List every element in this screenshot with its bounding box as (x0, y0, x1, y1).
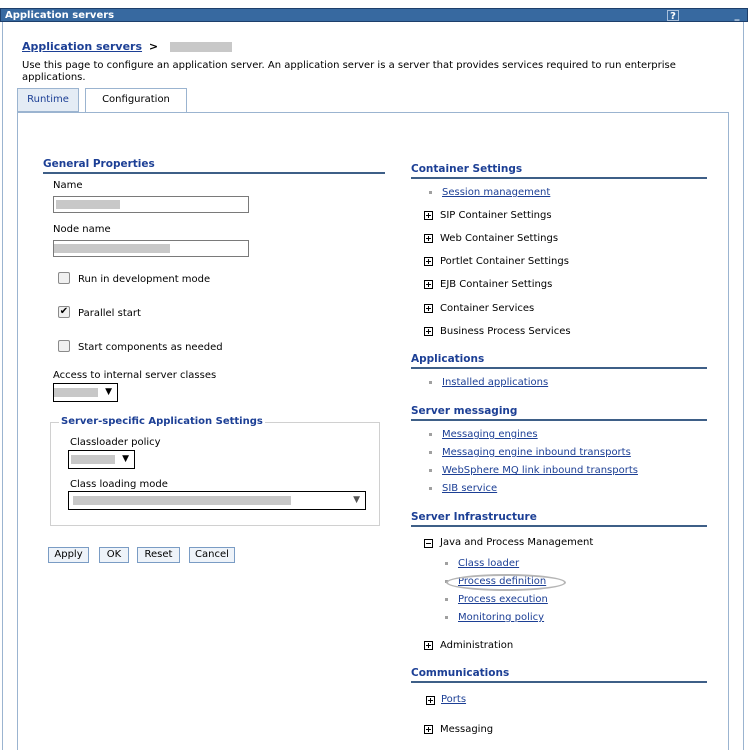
dev-mode-label: Run in development mode (78, 274, 211, 285)
access-internal-label: Access to internal server classes (53, 370, 217, 381)
section-rule (411, 367, 707, 369)
session-management-link[interactable]: Session management (442, 187, 551, 198)
ejb-container-item[interactable]: EJB Container Settings (440, 279, 553, 290)
checkmark-icon: ✔ (59, 306, 69, 317)
name-field[interactable] (53, 196, 249, 213)
class-loader-link[interactable]: Class loader (458, 558, 520, 569)
tab-runtime[interactable]: Runtime (17, 88, 79, 112)
process-execution-link[interactable]: Process execution (458, 594, 548, 605)
section-rule (411, 419, 707, 421)
tab-configuration[interactable]: Configuration (85, 88, 187, 113)
breadcrumb (22, 40, 232, 53)
redacted-mode-value (73, 496, 291, 505)
parallel-start-label: Parallel start (78, 308, 141, 319)
messaging-item[interactable]: Messaging (440, 724, 494, 735)
container-services-item[interactable]: Container Services (440, 303, 535, 314)
expand-icon[interactable] (424, 304, 433, 313)
redacted-name-value (56, 200, 120, 209)
monitoring-policy-link[interactable]: Monitoring policy (458, 612, 545, 623)
section-rule (43, 172, 385, 174)
help-button[interactable]: ? (667, 10, 679, 21)
page-description: Use this page to configure an application server. An application server is a server that provides services required to run enterprise applications. (22, 60, 676, 83)
classloader-policy-label: Classloader policy (70, 437, 161, 448)
communications-heading (411, 667, 509, 679)
highlight-oval (446, 574, 566, 591)
bullet-icon (429, 469, 432, 472)
expand-icon[interactable] (424, 641, 433, 650)
bullet-icon (445, 616, 448, 619)
name-label: Name (53, 180, 83, 191)
list-item (429, 465, 638, 476)
server-infrastructure-heading (411, 511, 537, 523)
list-item (445, 558, 519, 569)
messaging-engines-link[interactable]: Messaging engines (442, 429, 538, 440)
expand-icon[interactable] (424, 280, 433, 289)
list-item (429, 187, 550, 198)
reset-button[interactable]: Reset (137, 547, 180, 563)
general-properties-title: General Properties (43, 158, 155, 170)
classloader-policy-select[interactable] (68, 450, 135, 469)
server-messaging-title: Server messaging (411, 405, 518, 417)
applications-heading (411, 353, 484, 365)
node-name-label: Node name (53, 224, 111, 235)
ports-link[interactable]: Ports (441, 694, 467, 705)
list-item (429, 447, 631, 458)
bullet-icon (445, 562, 448, 565)
container-settings-title: Container Settings (411, 163, 523, 175)
class-loading-mode-label: Class loading mode (70, 479, 168, 490)
container-settings-heading (411, 163, 522, 175)
redacted-node-value (54, 244, 170, 253)
web-container-item[interactable]: Web Container Settings (440, 233, 559, 244)
expand-icon[interactable] (426, 696, 435, 705)
websphere-mq-link[interactable]: WebSphere MQ link inbound transports (442, 465, 638, 476)
bullet-icon (429, 191, 432, 194)
messaging-inbound-link[interactable]: Messaging engine inbound transports (442, 447, 631, 458)
section-rule (411, 681, 707, 683)
list-item (429, 483, 497, 494)
bullet-icon (429, 433, 432, 436)
bullet-icon (429, 487, 432, 490)
server-specific-legend: Server-specific Application Settings (61, 416, 263, 427)
server-infrastructure-title: Server Infrastructure (411, 511, 537, 523)
breadcrumb-separator: > (148, 40, 159, 53)
cancel-button[interactable]: Cancel (189, 547, 235, 563)
list-item (445, 594, 548, 605)
apply-button[interactable]: Apply (48, 547, 89, 563)
section-rule (411, 177, 707, 179)
sip-container-item[interactable]: SIP Container Settings (440, 210, 552, 221)
dropdown-arrow-icon: ▼ (122, 454, 129, 464)
bullet-icon (445, 598, 448, 601)
redacted-server-name (170, 42, 232, 52)
window-titlebar (0, 8, 748, 22)
start-components-label: Start components as needed (78, 342, 223, 353)
java-process-item[interactable]: Java and Process Management (440, 537, 594, 548)
dropdown-arrow-icon: ▼ (353, 495, 360, 505)
process-definition-link[interactable]: Process definition (458, 576, 547, 587)
collapse-icon[interactable] (424, 539, 433, 548)
installed-applications-link[interactable]: Installed applications (442, 377, 549, 388)
bullet-icon (429, 451, 432, 454)
list-item (429, 377, 548, 388)
ok-button[interactable]: OK (99, 547, 129, 563)
dropdown-arrow-icon: ▼ (105, 387, 112, 397)
minimize-button[interactable]: _ (734, 10, 740, 21)
expand-icon[interactable] (424, 327, 433, 336)
bullet-icon (429, 381, 432, 384)
parallel-start-checkbox[interactable] (58, 306, 70, 318)
expand-icon[interactable] (424, 211, 433, 220)
list-item (445, 612, 544, 623)
breadcrumb-application-servers-link[interactable]: Application servers (22, 40, 143, 53)
redacted-select-value (54, 388, 98, 397)
business-process-item[interactable]: Business Process Services (440, 326, 571, 337)
redacted-policy-value (71, 455, 115, 464)
sib-service-link[interactable]: SIB service (442, 483, 498, 494)
section-rule (411, 525, 707, 527)
administration-item[interactable]: Administration (440, 640, 514, 651)
class-loading-mode-select[interactable] (68, 491, 366, 510)
list-item (429, 429, 538, 440)
window-title: Application servers (5, 10, 115, 21)
start-components-checkbox[interactable] (58, 340, 70, 352)
server-messaging-heading (411, 405, 517, 417)
expand-icon[interactable] (424, 234, 433, 243)
communications-title: Communications (411, 667, 510, 679)
dev-mode-checkbox[interactable] (58, 272, 70, 284)
node-name-field[interactable] (53, 240, 249, 257)
access-internal-select[interactable] (53, 383, 118, 402)
expand-icon[interactable] (424, 257, 433, 266)
general-properties-heading (43, 158, 155, 170)
portlet-container-item[interactable]: Portlet Container Settings (440, 256, 569, 267)
expand-icon[interactable] (424, 725, 433, 734)
applications-title: Applications (411, 353, 485, 365)
